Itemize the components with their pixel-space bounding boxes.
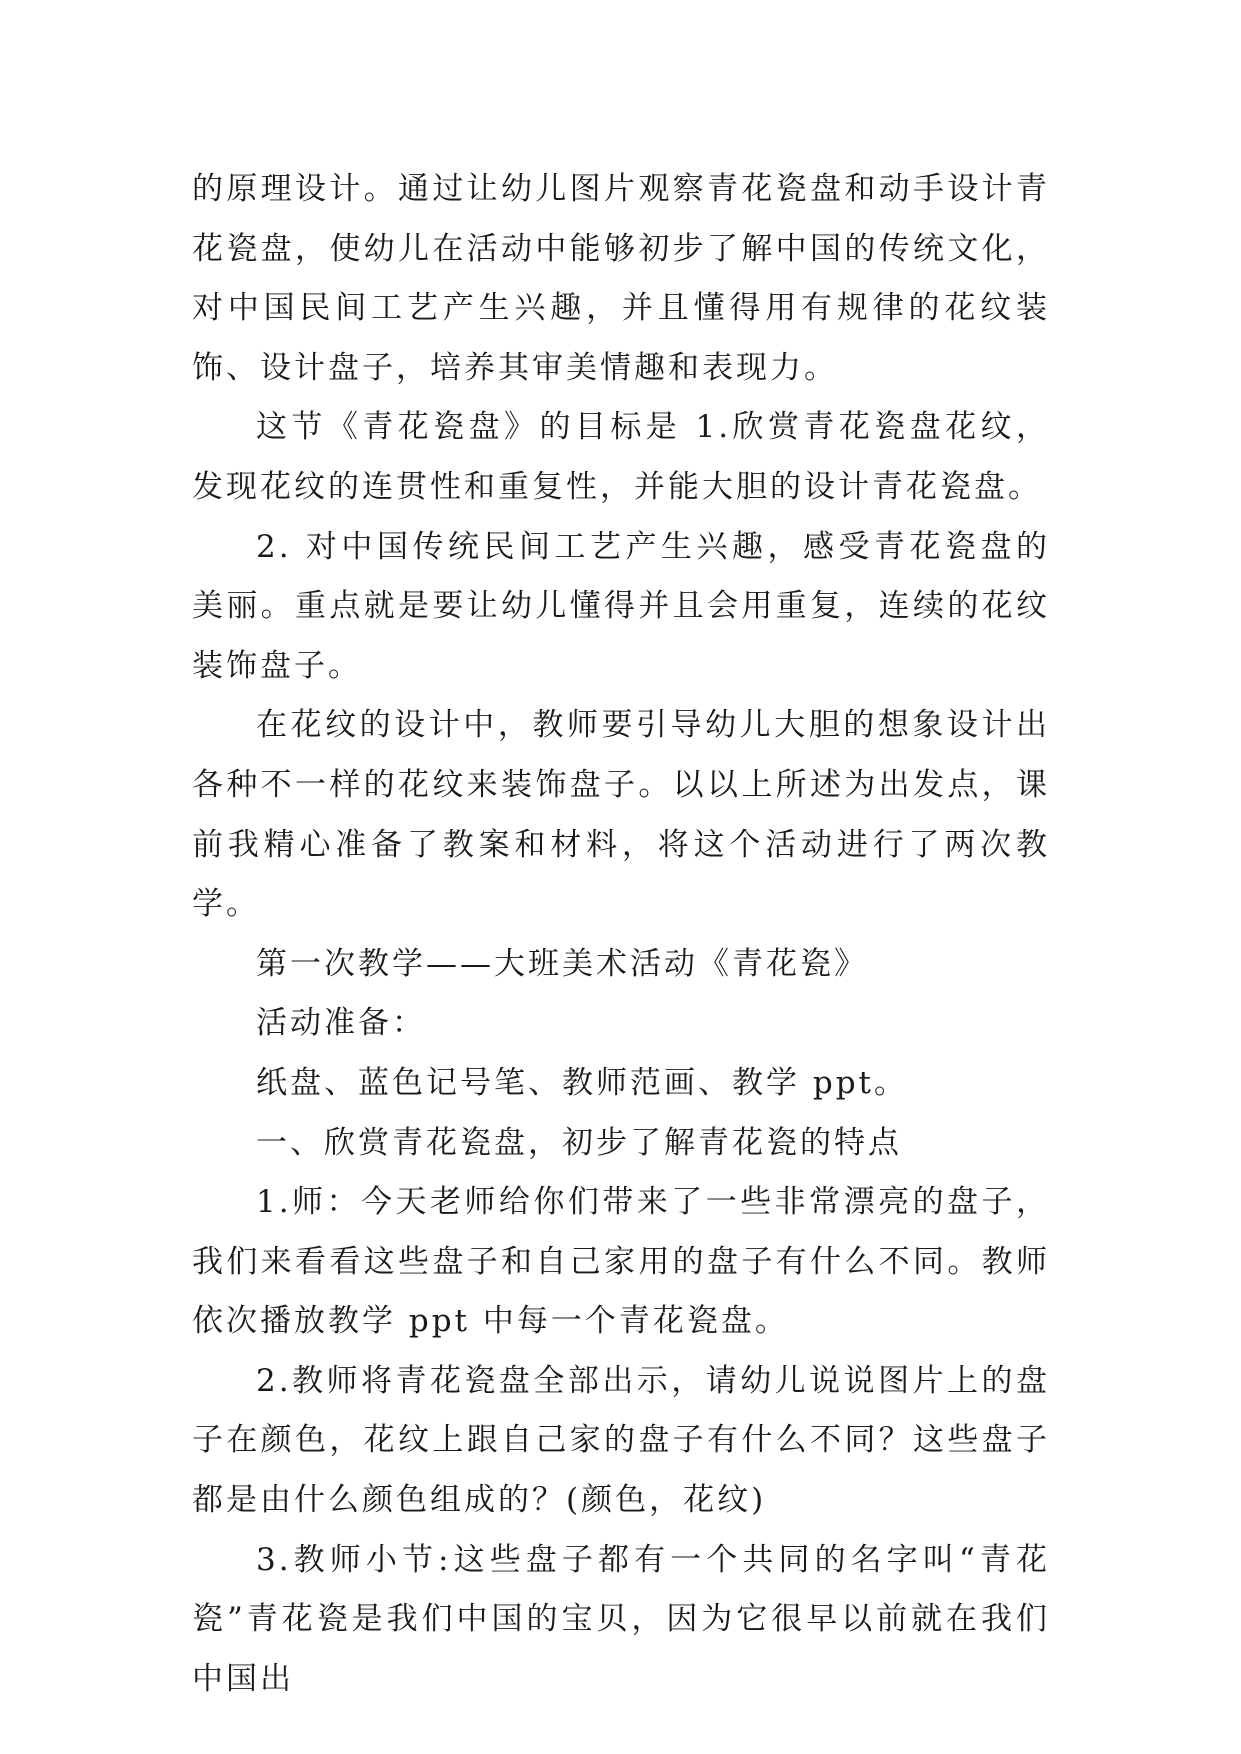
materials-list: 纸盘、蓝色记号笔、教师范画、教学 ppt。 — [256, 1064, 908, 1101]
paragraph-4: 在花纹的设计中，教师要引导幼儿大胆的想象设计出各种不一样的花纹来装饰盘子。以以上所述为出发点，课前我精心准备了教案和材料，将这个活动进行了两次教学。 — [192, 707, 1050, 923]
section-heading-first-lesson: 第一次教学——大班美术活动《青花瓷》 — [256, 945, 868, 982]
paragraph-1: 的原理设计。通过让幼儿图片观察青花瓷盘和动手设计青花瓷盘，使幼儿在活动中能够初步了解中国的传统文化，对中国民间工艺产生兴趣，并且懂得用有规律的花纹装饰、设计盘子，培养其审美情趣和表现力。 — [192, 171, 1050, 386]
step-item-1: 1.师：今天老师给你们带来了一些非常漂亮的盘子，我们来看看这些盘子和自己家用的盘子有什么不同。教师依次播放教学 ppt 中每一个青花瓷盘。 — [192, 1184, 1050, 1340]
paragraph-2: 这节《青花瓷盘》的目标是 1.欣赏青花瓷盘花纹，发现花纹的连贯性和重复性，并能大胆的设计青花瓷盘。 — [192, 409, 1050, 505]
activity-preparation-label: 活动准备： — [256, 1005, 426, 1042]
step-item-2: 2.教师将青花瓷盘全部出示，请幼儿说说图片上的盘子在颜色，花纹上跟自己家的盘子有什么不同？这些盘子都是由什么颜色组成的？(颜色，花纹) — [192, 1362, 1050, 1519]
step-item-3: 3.教师小节:这些盘子都有一个共同的名字叫“青花瓷”青花瓷是我们中国的宝贝，因为它很早以前就在我们中国出 — [192, 1541, 1050, 1697]
paragraph-3: 2. 对中国传统民间工艺产生兴趣，感受青花瓷盘的美丽。重点就是要让幼儿懂得并且会用重复，连续的花纹装饰盘子。 — [192, 528, 1050, 684]
step-heading-1: 一、欣赏青花瓷盘，初步了解青花瓷的特点 — [256, 1124, 902, 1161]
document-body — [192, 160, 1050, 1709]
